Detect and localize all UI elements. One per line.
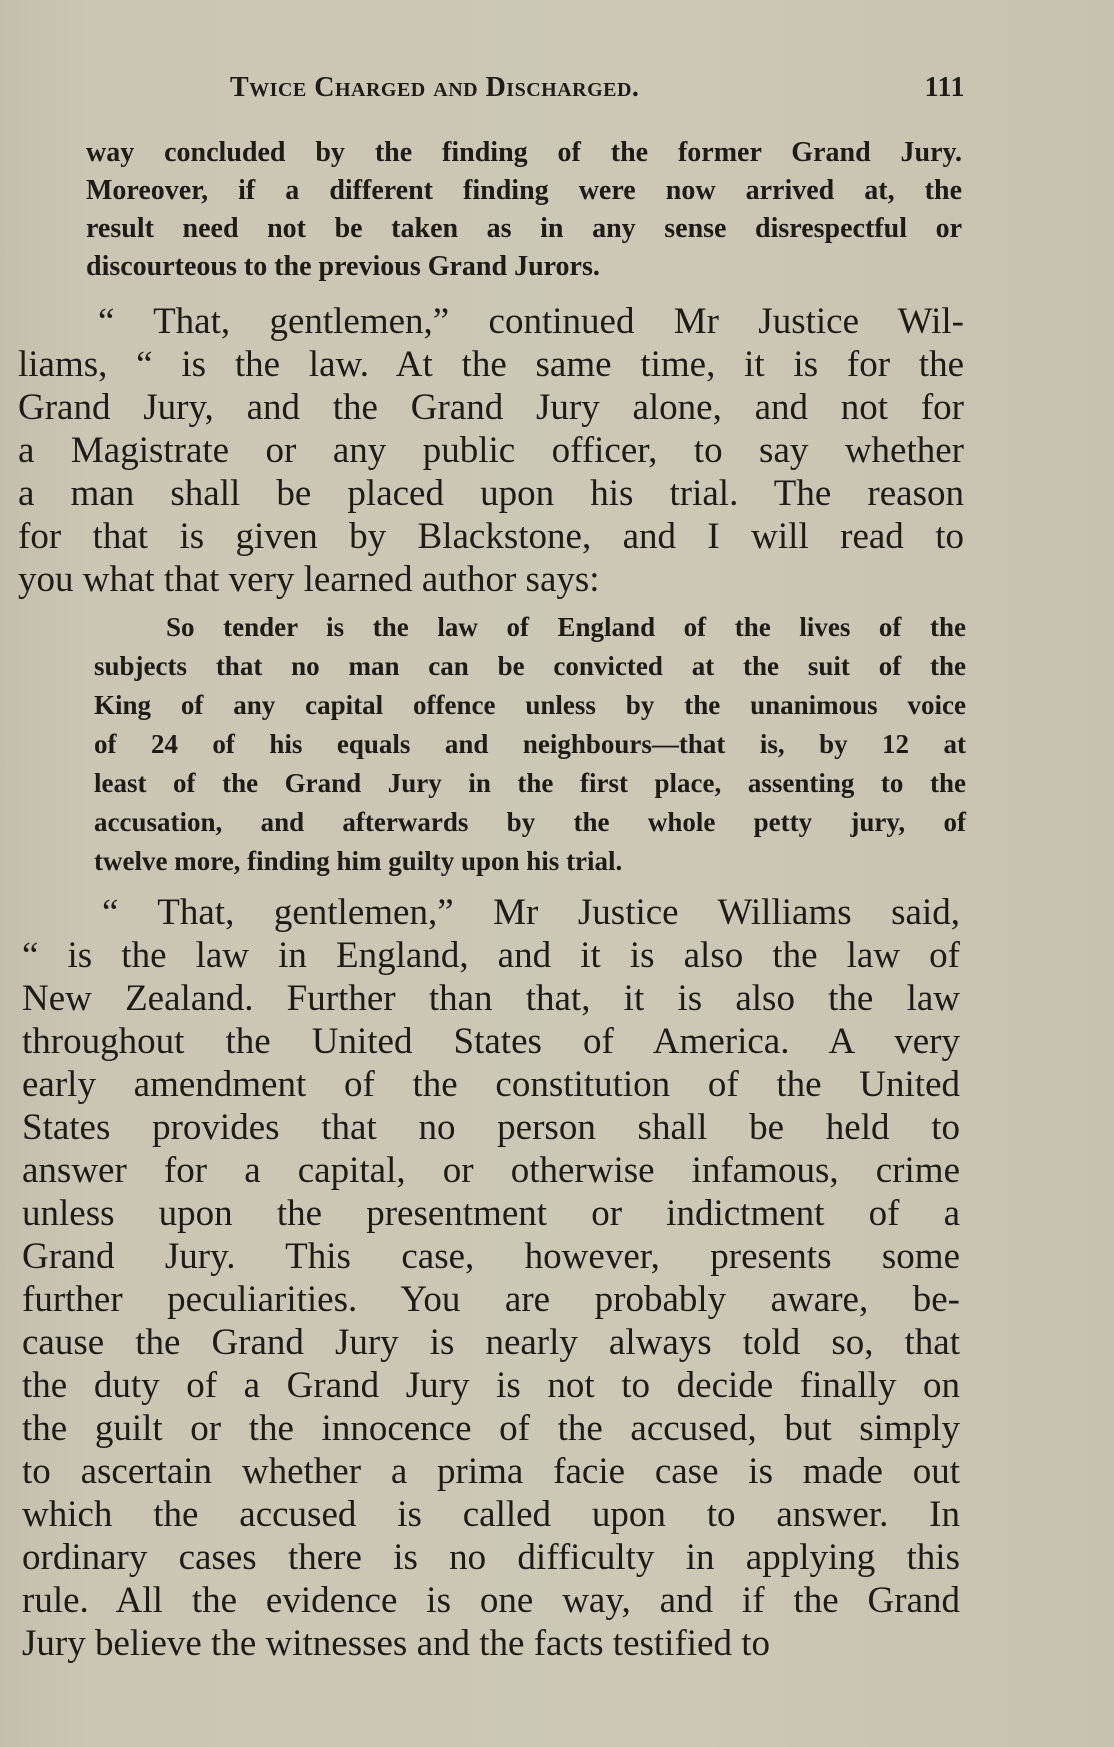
text-line: answer for a capital, or otherwise infamous, crime [22, 1150, 960, 1191]
text-line: accusation, and afterwards by the whole petty jury, of [94, 807, 966, 837]
text-line: cause the Grand Jury is nearly always told so, that [22, 1322, 960, 1363]
text-line: of 24 of his equals and neighbours—that is, by 12 at [94, 729, 966, 759]
text-line: way concluded by the finding of the former Grand Jury. [86, 137, 962, 168]
text-line: “ is the law in England, and it is also the law of [22, 935, 960, 976]
text-line: twelve more, finding him guilty upon his trial. [94, 846, 623, 876]
text-line: a man shall be placed upon his trial. The reason [18, 473, 964, 514]
text-line: which the accused is called upon to answer. In [22, 1494, 960, 1535]
text-line: subjects that no man can be convicted at the suit of the [94, 651, 966, 681]
text-line: early amendment of the constitution of the United [22, 1064, 960, 1105]
text-line: ordinary cases there is no difficulty in applying this [22, 1537, 960, 1578]
running-head [230, 72, 965, 112]
text-line: liams, “ is the law. At the same time, it is for the [18, 344, 964, 385]
paragraph-continuation [86, 134, 962, 286]
chapter-title: Twice Charged and Discharged. [230, 72, 640, 103]
text-line: discourteous to the previous Grand Jurors. [86, 251, 600, 282]
text-line: result need not be taken as in any sense disrespectful or [86, 213, 962, 244]
page-number: 111 [924, 72, 965, 103]
text-line: throughout the United States of America. A very [22, 1021, 960, 1062]
paragraph-new-zealand-law [22, 891, 960, 1665]
text-line: Grand Jury, and the Grand Jury alone, and not for [18, 387, 964, 428]
text-line: Moreover, if a different finding were now arrived at, the [86, 175, 962, 206]
text-line: rule. All the evidence is one way, and if the Grand [22, 1580, 960, 1621]
text-line: for that is given by Blackstone, and I will read to [18, 516, 964, 557]
text-line: “ That, gentlemen,” Mr Justice Williams said, [102, 892, 960, 933]
text-line: So tender is the law of England of the lives of the [166, 612, 966, 642]
text-line: New Zealand. Further than that, it is also the law [22, 978, 960, 1019]
text-line: least of the Grand Jury in the first place, assenting to the [94, 768, 966, 798]
text-line: to ascertain whether a prima facie case is made out [22, 1451, 960, 1492]
text-line: Grand Jury. This case, however, presents some [22, 1236, 960, 1277]
text-line: the duty of a Grand Jury is not to decide finally on [22, 1365, 960, 1406]
text-line: unless upon the presentment or indictment of a [22, 1193, 960, 1234]
text-line: King of any capital offence unless by the unanimous voice [94, 690, 966, 720]
text-line: States provides that no person shall be held to [22, 1107, 960, 1148]
text-line: a Magistrate or any public officer, to say whether [18, 430, 964, 471]
text-line: Jury believe the witnesses and the facts testified to [22, 1623, 771, 1664]
text-line: the guilt or the innocence of the accused, but simply [22, 1408, 960, 1449]
text-line: “ That, gentlemen,” continued Mr Justice Wil- [98, 301, 964, 342]
blackstone-quotation [94, 608, 966, 881]
paragraph-law-statement [18, 300, 964, 601]
text-line: you what that very learned author says: [18, 559, 600, 600]
text-line: further peculiarities. You are probably aware, be- [22, 1279, 960, 1320]
